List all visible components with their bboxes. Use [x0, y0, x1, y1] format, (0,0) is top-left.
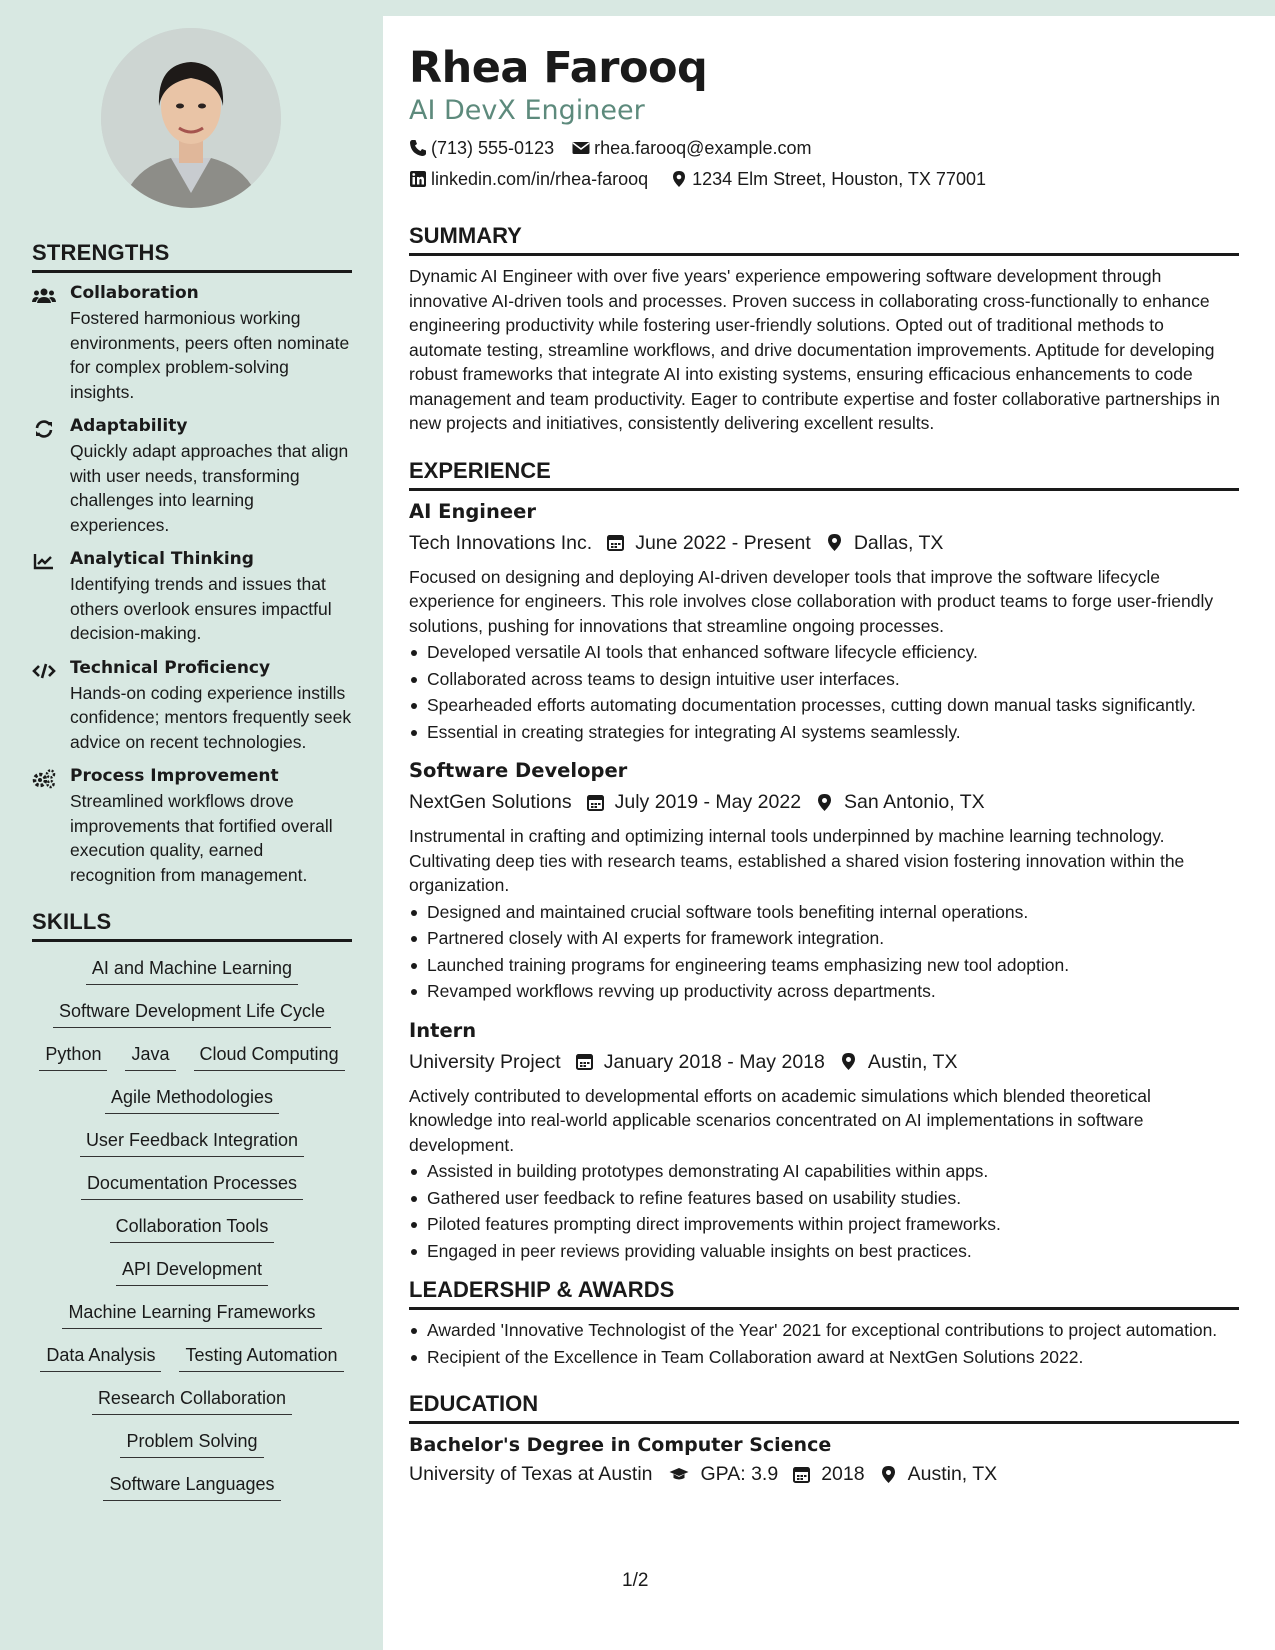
strength-desc: Fostered harmonious working environments, peers often nominate for complex problem-solving insights. [70, 308, 350, 402]
job-entry [409, 758, 1239, 1004]
profile-photo [101, 28, 281, 208]
job-dates: January 2018 - May 2018 [603, 1050, 825, 1073]
location-meta [825, 529, 944, 557]
company-name: NextGen Solutions [409, 791, 572, 813]
code-icon [32, 658, 70, 755]
skill-tag: Agile Methodologies [105, 1085, 279, 1114]
strength-name: Technical Proficiency [70, 657, 271, 678]
summary-text: Dynamic AI Engineer with over five years' experience empowering software development through innovative AI-driven tools and processes. Proven success in collaborating cross-functionally to enhance engineering productivity while fostering user-friendly solutions. Opted out of traditional methods to automate testing, streamline workflows, and drive documentation improvements. Aptitude for developing robust frameworks that integrate AI into existing systems, ensuring efficacious enhancements to code management and team productivity. Eager to contribute expertise and foster collaborative partnerships in new projects and initiatives, consistently delivering excellent results. [409, 266, 1220, 433]
awards-section [409, 1277, 1239, 1369]
strength-desc: Streamlined workflows drove improvements that fortified overall execution quality, earned recognition from management. [70, 791, 333, 885]
job-bullets [409, 900, 1239, 1004]
profile-photo-image [101, 28, 281, 208]
skill-tag: Research Collaboration [92, 1386, 292, 1415]
job-bullet: Launched training programs for engineering teams emphasizing new tool adoption. [409, 953, 1239, 978]
skill-row [32, 1042, 352, 1071]
skill-tag: API Development [116, 1257, 268, 1286]
skill-row [32, 1257, 352, 1286]
awards-list [409, 1318, 1239, 1369]
skill-tag: Data Analysis [40, 1343, 161, 1372]
email-text[interactable]: rhea.farooq@example.com [594, 138, 812, 158]
linkedin-icon [409, 170, 427, 188]
awards-title: LEADERSHIP & AWARDS [409, 1277, 1239, 1310]
skills-section [32, 909, 352, 1501]
job-bullet: Assisted in building prototypes demonstrating AI capabilities within apps. [409, 1159, 1239, 1184]
year-meta [792, 1460, 864, 1488]
summary-section [409, 223, 1239, 436]
envelope-icon [572, 139, 590, 157]
skills-title: SKILLS [32, 909, 352, 942]
calendar-icon [792, 1465, 821, 1484]
map-pin-icon [815, 793, 844, 812]
map-pin-icon [879, 1465, 908, 1484]
experience-title: EXPERIENCE [409, 458, 1239, 491]
strength-desc: Identifying trends and issues that others overlook ensures impactful decision-making. [70, 574, 332, 643]
job-bullet: Developed versatile AI tools that enhanced software lifecycle efficiency. [409, 640, 1239, 665]
skill-row [32, 1214, 352, 1243]
job-bullet: Partnered closely with AI experts for framework integration. [409, 926, 1239, 951]
location-meta [839, 1048, 958, 1076]
skill-tag: Testing Automation [179, 1343, 343, 1372]
skill-tag: Problem Solving [120, 1429, 263, 1458]
email-contact [572, 136, 811, 160]
job-entry [409, 1018, 1239, 1264]
job-meta [409, 1048, 1239, 1076]
skill-row [32, 1171, 352, 1200]
strengths-section [32, 240, 352, 887]
dates-meta [586, 788, 801, 816]
strength-name: Collaboration [70, 283, 199, 303]
linkedin-contact [409, 167, 648, 191]
job-bullet: Spearheaded efforts automating documentation processes, cutting down manual tasks significantly. [409, 693, 1239, 718]
job-description: Instrumental in crafting and optimizing internal tools underpinned by machine learning technology. Cultivating deep ties with research teams, established a shared vision fostering innovation within the organization. [409, 826, 1185, 895]
job-meta [409, 529, 1239, 557]
skill-tag: Java [125, 1042, 175, 1071]
strength-item [32, 283, 352, 404]
linkedin-text[interactable]: linkedin.com/in/rhea-farooq [431, 169, 649, 189]
job-bullet: Essential in creating strategies for integrating AI systems seamlessly. [409, 720, 1239, 745]
skill-tag: AI and Machine Learning [86, 956, 298, 985]
job-bullet: Collaborated across teams to design intuitive user interfaces. [409, 667, 1239, 692]
gpa-text: GPA: 3.9 [700, 1463, 779, 1485]
phone-contact [409, 136, 554, 160]
strength-item [32, 766, 352, 887]
skill-row [32, 1300, 352, 1329]
job-bullet: Engaged in peer reviews providing valuable insights on best practices. [409, 1239, 1239, 1264]
skill-tag: Documentation Processes [81, 1171, 303, 1200]
calendar-icon [575, 1052, 604, 1071]
year-text: 2018 [821, 1463, 865, 1485]
skill-row [32, 1386, 352, 1415]
company-name: Tech Innovations Inc. [409, 531, 593, 554]
strength-item [32, 549, 352, 646]
calendar-icon [606, 533, 635, 552]
education-meta [409, 1460, 1239, 1488]
job-bullet: Designed and maintained crucial software tools benefiting internal operations. [409, 900, 1239, 925]
calendar-icon [586, 793, 615, 812]
skill-tag: Software Development Life Cycle [53, 999, 331, 1028]
skill-tag: User Feedback Integration [80, 1128, 304, 1157]
award-item: Recipient of the Excellence in Team Collaboration award at NextGen Solutions 2022. [409, 1345, 1239, 1370]
skill-row [32, 956, 352, 985]
gpa-meta [667, 1460, 779, 1488]
contact-row [409, 136, 1239, 160]
job-bullet: Gathered user feedback to refine features based on usability studies. [409, 1186, 1239, 1211]
job-dates: July 2019 - May 2022 [614, 791, 802, 813]
address-text: 1234 Elm Street, Houston, TX 77001 [692, 169, 986, 189]
skill-row [32, 999, 352, 1028]
job-dates: June 2022 - Present [635, 531, 811, 554]
education-section [409, 1391, 1239, 1488]
job-title: Software Developer [409, 759, 628, 782]
skill-row [32, 1343, 352, 1372]
strength-name: Process Improvement [70, 766, 279, 786]
job-entry [409, 499, 1239, 745]
page-number: 1/2 [622, 1570, 649, 1591]
job-list [409, 499, 1239, 1264]
skill-row [32, 1128, 352, 1157]
gears-icon [32, 766, 70, 887]
sidebar [0, 0, 383, 1650]
job-title: Intern [409, 1018, 477, 1042]
job-location: San Antonio, TX [844, 791, 985, 813]
strength-desc: Hands-on coding experience instills confidence; mentors frequently seek advice on recent technologies. [70, 682, 352, 752]
job-bullets [409, 1159, 1239, 1263]
dates-meta [606, 529, 811, 557]
job-description: Actively contributed to developmental efforts on academic simulations which blended theoretical knowledge into real-world applicable scenarios concentrated on AI implementations in software development. [409, 1085, 1151, 1155]
skill-tag: Software Languages [103, 1472, 280, 1501]
skill-tag: Collaboration Tools [110, 1214, 275, 1243]
school-name: University of Texas at Austin [409, 1463, 653, 1485]
chart-line-icon [32, 549, 70, 646]
users-icon [32, 283, 70, 404]
strength-desc: Quickly adapt approaches that align with user needs, transforming challenges into learning experiences. [70, 441, 349, 535]
candidate-name: Rhea Farooq [409, 43, 708, 93]
job-meta [409, 788, 1239, 816]
degree-title: Bachelor's Degree in Computer Science [409, 1434, 832, 1456]
map-pin-icon [825, 533, 854, 552]
phone-icon [409, 139, 427, 157]
location-meta [879, 1460, 998, 1488]
skill-row [32, 1085, 352, 1114]
phone-text[interactable]: (713) 555-0123 [431, 138, 555, 158]
job-description: Focused on designing and deploying AI-driven developer tools that improve the software lifecycle experience for engineers. This role involves close collaboration with product teams to forge user-friendly solutions, pushing for innovations that streamline ongoing processes. [409, 566, 1214, 636]
location-text: Austin, TX [907, 1463, 998, 1485]
job-bullet: Revamped workflows revving up productivity across departments. [409, 979, 1239, 1004]
job-location: Austin, TX [867, 1050, 958, 1073]
strengths-title: STRENGTHS [32, 240, 352, 273]
job-bullets [409, 640, 1239, 744]
location-meta [815, 788, 985, 816]
skill-row [32, 1472, 352, 1501]
job-title: AI Engineer [409, 499, 536, 523]
skill-row [32, 1429, 352, 1458]
address-contact [670, 167, 986, 191]
candidate-role: AI DevX Engineer [409, 95, 645, 126]
experience-section [409, 458, 1239, 1264]
dates-meta [575, 1048, 825, 1076]
contact-row-2 [409, 167, 1239, 191]
skills-list [32, 956, 352, 1501]
strength-name: Adaptability [70, 416, 188, 436]
map-pin-icon [670, 170, 688, 188]
main-content [383, 16, 1275, 1650]
sync-icon [32, 416, 70, 537]
map-pin-icon [839, 1052, 868, 1071]
award-item: Awarded 'Innovative Technologist of the Year' 2021 for exceptional contributions to project automation. [409, 1318, 1239, 1343]
graduation-cap-icon [667, 1465, 701, 1484]
skill-tag: Machine Learning Frameworks [62, 1300, 321, 1329]
skill-tag: Cloud Computing [194, 1042, 345, 1071]
skill-tag: Python [39, 1042, 107, 1071]
company-name: University Project [409, 1050, 561, 1073]
job-bullet: Piloted features prompting direct improvements within project frameworks. [409, 1212, 1239, 1237]
strength-item [32, 416, 352, 537]
job-location: Dallas, TX [853, 531, 944, 554]
strength-name: Analytical Thinking [70, 549, 254, 569]
education-title: EDUCATION [409, 1391, 1239, 1424]
summary-title: SUMMARY [409, 223, 1239, 256]
strength-item [32, 658, 352, 755]
